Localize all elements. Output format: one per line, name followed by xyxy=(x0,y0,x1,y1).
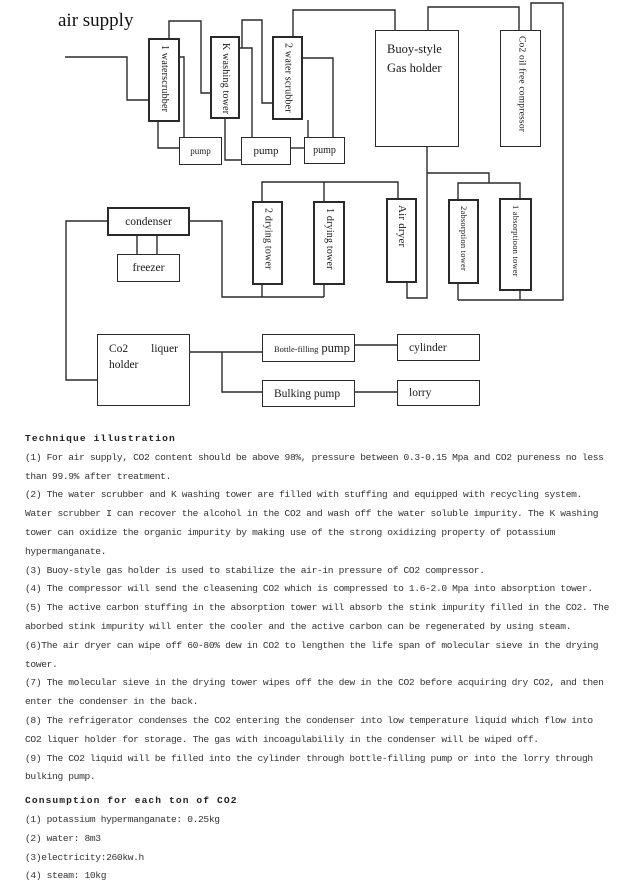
node-buoy-gas-holder xyxy=(375,30,459,147)
technique-section xyxy=(25,430,609,787)
node-label: Air dryer xyxy=(396,205,408,248)
node-bulking-pump xyxy=(262,380,355,407)
node-label: Bulking pump xyxy=(274,387,341,400)
pipe-buoy-to-compressor xyxy=(428,7,519,30)
technique-item: (3) Buoy-style gas holder is used to stabilize the air-in pressure of CO2 compressor. xyxy=(25,564,485,576)
consumption-item: (2) water: 8m3 xyxy=(25,832,101,844)
node-label: cylinder xyxy=(409,341,447,354)
node-water-scrubber-1 xyxy=(148,38,180,122)
node-co2-liquer-holder xyxy=(97,334,190,406)
node-label: 2 water scrubber xyxy=(282,43,294,113)
node-label: 2 drying tower xyxy=(262,208,274,270)
node-label: 1 absorptioon tower xyxy=(510,205,521,277)
node-label-line1: Buoy-style xyxy=(387,42,442,56)
node-drying-tower-2 xyxy=(252,201,283,285)
technique-item: (6)The air dryer can wipe off 60-80% dew in CO2 to lengthen the life span of molecular sieve in the drying tower. xyxy=(25,639,599,670)
node-label: 1 waterscrubber xyxy=(159,45,170,113)
node-pump-2 xyxy=(241,137,291,165)
node-co2-compressor xyxy=(500,30,541,147)
node-label: Co2 oil free compressor xyxy=(516,36,527,133)
node-lorry xyxy=(397,380,480,406)
node-drying-tower-1 xyxy=(313,201,345,285)
pipe-k-to-pump2 xyxy=(225,119,241,160)
technique-item: (5) The active carbon stuffing in the absorption tower will absorb the stink impurity filled in the CO2. The aborbed stink impurity will enter the cooler and the active carbon can be regenerated by using steam. xyxy=(25,602,609,632)
node-label: pump xyxy=(253,145,279,157)
consumption-heading: Consumption for each ton of CO2 xyxy=(25,795,238,807)
technique-item: (4) The compressor will send the cleasening CO2 which is compressed to 1.6-2.0 Mpa into absorption tower. xyxy=(25,583,593,595)
node-freezer xyxy=(117,254,180,282)
pipe-holder-to-bulking xyxy=(222,352,262,392)
pipe-air-in xyxy=(65,57,148,100)
pipe-abs-tops-header xyxy=(458,183,520,199)
node-bottle-filling-pump xyxy=(262,334,355,362)
node-pump-3 xyxy=(304,137,345,164)
consumption-item: (3)electricity:260kw.h xyxy=(25,851,144,863)
node-label: pump xyxy=(313,145,336,156)
node-absorption-tower-1 xyxy=(499,198,532,291)
node-label: 2absorption tower xyxy=(458,206,469,272)
node-label: lorry xyxy=(409,387,432,399)
node-air-dryer xyxy=(386,198,417,283)
technique-item: (1) For air supply, CO2 content should be above 98%, pressure between 0.3-0.15 Mpa and CO2 pureness no less than 99.9% after treatment. xyxy=(25,451,604,482)
technique-item: (8) The refrigerator condenses the CO2 entering the condenser into low temperature liquid which flow into CO2 liquer holder for storage. The gas with incoagulabilily in the condenser will be wiped off. xyxy=(25,714,593,745)
air-supply-label: air supply xyxy=(58,10,134,31)
technique-item: (7) The molecular sieve in the drying tower wipes off the dew in the CO2 before acquiring dry CO2, and then enter the condenser in the back. xyxy=(25,677,604,708)
process-flow-diagram xyxy=(0,0,620,430)
pipe-abs-to-junction xyxy=(427,173,489,183)
node-label: freezer xyxy=(132,262,165,274)
node-pump-1 xyxy=(179,137,222,165)
node-label-small: Bottle-filling xyxy=(274,343,319,354)
text-section xyxy=(25,430,609,886)
pipe-pump1-riser xyxy=(180,57,184,137)
technique-item: (2) The water scrubber and K washing tower are filled with stuffing and equipped with recycling system. Water scrubber I can recover the alcohol in the CO2 and wash off the water soluble impurity. The K washing tower can oxidize the organic impurity by making use of the strong oxidizing property of potassium hypermanganate. xyxy=(25,489,599,557)
node-absorption-tower-2 xyxy=(448,199,479,284)
node-label: K washing tower xyxy=(220,43,231,115)
node-label-big: pump xyxy=(321,340,350,355)
pipe-k-to-s2 xyxy=(242,20,272,103)
consumption-item: (4) steam: 10kg xyxy=(25,870,107,882)
pipe-t1-to-pump1 xyxy=(158,122,179,148)
node-label-word2: liquer xyxy=(151,343,178,355)
node-condenser xyxy=(107,207,190,236)
node-label: pump xyxy=(190,146,211,156)
node-label-line2: Gas holder xyxy=(387,61,442,76)
node-water-scrubber-2 xyxy=(272,36,303,120)
node-label-word1: Co2 xyxy=(109,343,129,355)
node-k-washing-tower xyxy=(210,36,240,119)
node-label: 1 drying tower xyxy=(324,208,335,270)
technique-heading: Technique illustration xyxy=(25,433,176,444)
technique-item: (9) The CO2 liquid will be filled into the cylinder through bottle-filling pump or into the lorry through bulking pump. xyxy=(25,752,593,783)
pipe-pump2-riser xyxy=(240,48,252,137)
node-label-line2: holder xyxy=(109,359,139,371)
consumption-item: (1) potassium hypermanganate: 0.25kg xyxy=(25,813,220,825)
node-cylinder xyxy=(397,334,480,361)
node-label: condenser xyxy=(125,215,172,228)
pipe-dryer-header xyxy=(262,182,398,201)
consumption-section xyxy=(25,792,609,886)
